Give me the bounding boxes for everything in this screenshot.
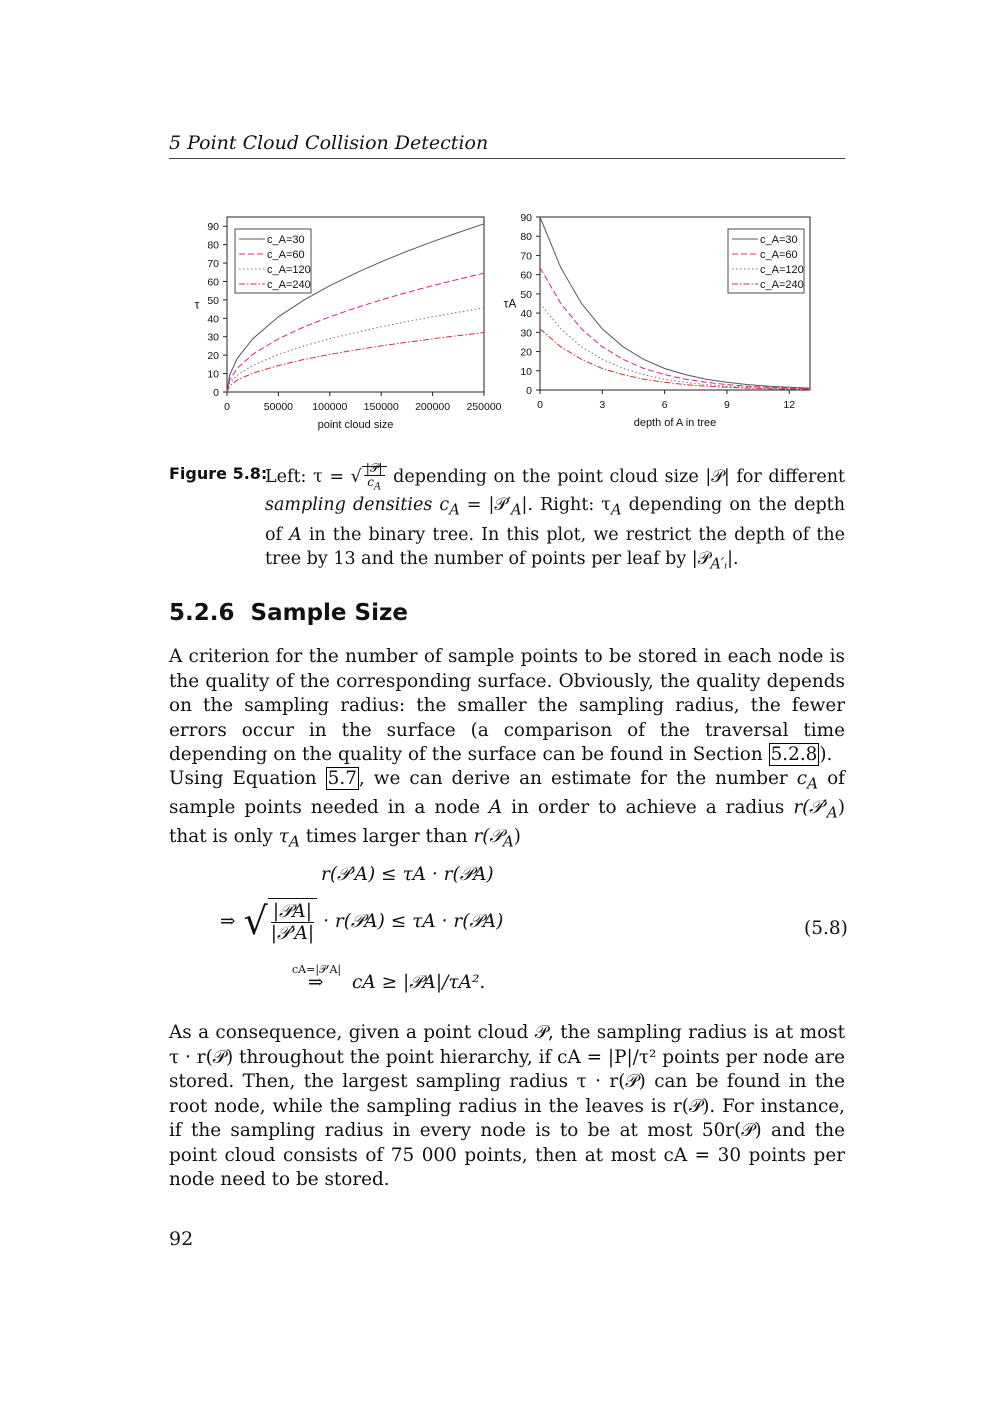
left-xtick-label: 0 [224, 401, 230, 413]
left-ytick-label: 50 [207, 294, 219, 307]
right-xtick-label: 0 [537, 399, 543, 411]
left-legend-label-0: c_A=30 [267, 234, 305, 246]
caption-sub-3: A [449, 501, 460, 519]
left-legend-label-3: c_A=240 [267, 279, 311, 291]
caption-frac-den: c [367, 475, 374, 489]
right-ytick-label: 90 [520, 212, 532, 224]
right-xtick-label: 12 [783, 399, 796, 411]
caption-text-8: |. [727, 548, 739, 569]
left-xtick-label: 50000 [263, 401, 294, 413]
left-xtick-label: 200000 [415, 401, 451, 413]
left-xtick-label: 150000 [363, 401, 399, 413]
paragraph-1-end: ). [819, 744, 833, 765]
left-legend-label-1: c_A=60 [267, 249, 305, 261]
chart-right [504, 212, 810, 429]
section-heading [169, 600, 408, 626]
left-legend-label-2: c_A=120 [267, 264, 311, 276]
equation-fraction [268, 898, 317, 944]
caption-text-4: = |𝒫′ [459, 495, 512, 516]
p2-radius2-sub: A [502, 833, 514, 852]
section-ref-link[interactable]: 5.2.8 [770, 744, 818, 765]
right-ytick-label: 30 [520, 327, 532, 340]
paragraph-3: As a consequence, given a point cloud 𝒫, the sampling radius is at most τ · r(𝒫) throughout the point hierarchy, if cA = |P|/τ² points per node are stored. Then, the largest sampling radius τ · r(𝒫) can be found in the root node, while the sampling radius in the leaves is r(𝒫). For instance, if the sampling radius in every node is to be at most 50r(𝒫) and the point cloud consists of 75 000 points, then at most cA = 30 points per node need to be stored. [169, 1022, 845, 1190]
caption-text-6-it: A [289, 524, 302, 545]
left-ytick-label: 80 [207, 239, 219, 252]
left-ytick-label: 40 [207, 313, 219, 326]
left-ytick-label: 60 [207, 276, 219, 289]
caption-text-1: Left: τ = [265, 467, 351, 488]
section-number: 5.2.6 [169, 600, 235, 626]
right-ytick-label: 70 [520, 250, 532, 263]
left-ylabel: τ [194, 297, 200, 312]
equation-frac-num: |𝒫A| [272, 901, 312, 922]
p2-g: times larger than [299, 826, 474, 848]
equation-frac-den: |𝒫′A| [270, 923, 315, 944]
right-ytick-label: 0 [526, 385, 532, 397]
chart-left [195, 217, 502, 431]
p2-f: ) that is only [169, 797, 845, 848]
equation-line-2-rest: · r(𝒫A) ≤ τA · r(𝒫A) [323, 910, 504, 932]
left-xtick-label: 100000 [312, 401, 348, 413]
caption-frac-num: |𝒫| [365, 461, 383, 475]
left-ytick-label: 20 [207, 350, 219, 363]
right-ytick-label: 50 [520, 288, 532, 301]
p2-tau-sub: A [288, 833, 300, 852]
paragraph-1 [169, 645, 845, 768]
right-legend-label-1: c_A=60 [760, 249, 798, 261]
equation-line-1: r(𝒫′A) ≤ τA · r(𝒫A) [321, 864, 494, 885]
p2-e: in order to achieve a radius [502, 797, 794, 819]
left-ytick-label: 0 [213, 387, 219, 399]
left-xtick-label: 250000 [466, 401, 502, 413]
right-xtick-label: 9 [724, 399, 730, 411]
caption-body: Left: τ = √ $\frac{\text{|𝒫|}}{c_A}$ depending on the point cloud size |𝒫| for different sampling densities $c_A$ = $|𝒫'_A|$. Right: $\tau_A$ depending on the depth of A in the binary tree. In this plot, we restrict the depth of the tree by 13 and the number of points per leaf by |𝒫$_{A'ᵢ}$|. [265, 461, 845, 573]
page-number: 92 [169, 1228, 194, 1250]
right-xlabel: depth of A in tree [633, 417, 717, 429]
paragraph-2 [169, 767, 845, 855]
running-head: 5 Point Cloud Collision Detection [169, 132, 845, 159]
caption-text-7: in the binary tree. In this plot, we restrict the depth of the tree by 13 and the number of points per leaf by |𝒫 [265, 524, 845, 569]
caption-sub-5: A [611, 501, 622, 519]
left-ytick-label: 30 [207, 331, 219, 344]
p2-radius1: r(𝒫′ [793, 797, 827, 819]
caption-sub-4: A [511, 501, 522, 519]
p2-h: ) [513, 826, 521, 848]
right-xtick-label: 6 [661, 399, 668, 411]
caption-frac-den-sub: A [373, 481, 382, 493]
p2-c: c [796, 768, 808, 789]
right-legend-label-2: c_A=120 [760, 264, 804, 276]
caption-fraction [364, 462, 385, 493]
right-ylabel: τA [503, 296, 517, 311]
p2-radius2: r(𝒫 [473, 826, 503, 848]
p2-b: , we can derive an estimate for the number [358, 768, 797, 789]
equation-ref-link[interactable]: 5.7 [327, 768, 357, 789]
sqrt-symbol: √ [243, 899, 268, 943]
p2-d: of sample points needed in a node [169, 768, 845, 819]
right-ytick-label: 20 [520, 346, 532, 359]
left-ytick-label: 90 [207, 221, 219, 234]
right-ytick-label: 80 [520, 231, 532, 244]
caption-italic-1: sampling densities [265, 495, 433, 516]
caption-text-3: c [432, 495, 450, 516]
left-ytick-label: 70 [207, 258, 219, 271]
equation-line-2 [220, 898, 503, 944]
caption-label: Figure 5.8: [169, 464, 268, 483]
caption-text-6: depending on the depth of [265, 495, 845, 545]
caption-sub-7: A′ᵢ [710, 555, 728, 573]
p2-node: A [488, 797, 503, 819]
equation-number: (5.8) [804, 918, 848, 939]
right-ytick-label: 40 [520, 308, 532, 321]
figure-charts [185, 205, 825, 440]
equation-implies-2: ⇒ [308, 972, 324, 993]
right-xtick-label: 3 [599, 399, 606, 411]
section-title: Sample Size [250, 600, 408, 626]
caption-text-2: depending on the point cloud size |𝒫| for different [386, 467, 845, 488]
paragraph-1-text: A criterion for the number of sample points to be stored in each node is the quality of the corresponding surface. Obviously, the quality depends on the sampling radius: the smaller the sampling radius, the fewer errors occur in the surface (a comparison of the traversal time depending on the quality of the surface can be found in Section [169, 646, 845, 765]
equation-line-3: cA ≥ |𝒫A|/τA². [352, 972, 486, 993]
p2-tau: τ [278, 826, 289, 848]
equation-line-3-over: cA=|𝒫′A| [292, 963, 342, 976]
right-ytick-label: 60 [520, 269, 532, 282]
right-ytick-label: 10 [520, 365, 532, 378]
p2-c-sub: A [807, 774, 819, 793]
left-xlabel: point cloud size [317, 419, 394, 431]
p2-radius1-sub: A [826, 803, 838, 822]
caption-text-5: |. Right: τ [521, 495, 611, 516]
equation-implies-1: ⇒ [220, 910, 236, 932]
right-legend-label-3: c_A=240 [760, 279, 804, 291]
right-legend-label-0: c_A=30 [760, 234, 798, 246]
p2-a: Using Equation [169, 768, 326, 789]
left-ytick-label: 10 [207, 368, 219, 381]
